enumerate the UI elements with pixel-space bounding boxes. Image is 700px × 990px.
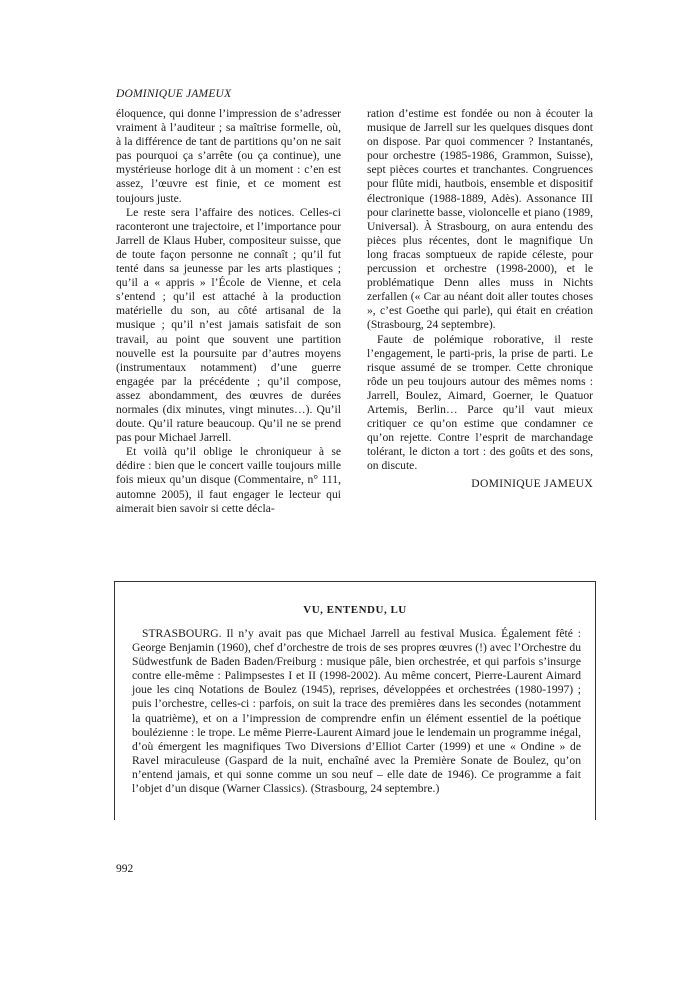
sidebar-box	[114, 581, 596, 820]
article-column-left	[116, 107, 341, 516]
sidebar-text: STRASBOURG. Il n’y avait pas que Michael Jarrell au festival Musica. Également fêté : George Benjamin (1960), chef d’orchestre de trois de ses propres œuvres (!) avec l’Orchestre du Südwestfunk de Baden Baden/Freiburg : musique pâle, bien orchestrée, et qui parfois s’insurge contre elle-même : Palimpsestes I et II (1998-2002). Au même concert, Pierre-Laurent Aimard joue les cinq Notations de Boulez (1945), reprises, développées et orchestrées (1980-1997) ; puis l’orchestre, celles-ci : parfois, on suit la trace des premières dans les secondes (notamment la quatrième), et on a l’impression de comprendre enfin un élément essentiel de la poétique boulézienne : le trope. Le même Pierre-Laurent Aimard joue le lendemain un programme inégal, d’où émergent les magnifiques Two Diversions d’Elliot Carter (1999) et une « Ondine » de Ravel miraculeuse (Gaspard de la nuit, enchaîné avec la Première Sonate de Boulez, qu’on n’entend jamais, et qui sonne comme un sou neuf – elle date de 1946). Ce programme a fait l’objet d’un disque (Warner Classics). (Strasbourg, 24 septembre.)	[132, 627, 581, 796]
article-paragraph: Faute de polémique roborative, il reste l’engagement, le parti-pris, la prise de parti. Le risque assumé de se tromper. Cette chronique rôde un peu toujours autour des mêmes noms : Jarrell, Boulez, Aimard, Goerner, le Quatuor Artemis, Berlin… Parce qu’il vaut mieux critiquer ce qu’on estime que condamner ce qu’on rejette. Contre l’esprit de marchandage tolérant, le dicton a tort : des goûts et des sons, on discute.	[367, 332, 593, 473]
running-head: DOMINIQUE JAMEUX	[116, 88, 232, 100]
article-paragraph: ration d’estime est fondée ou non à écouter la musique de Jarrell sur les quelques disques dont on dispose. Par quoi commencer ? Instantanés, pour orchestre (1985-1986, Grammon, Suisse), sept pièces courtes et tranchantes. Congruences pour flûte midi, hautbois, ensemble et dispositif électronique (1988-1889, Adès). Assonance III pour clarinette basse, violoncelle et piano (1989, Universal). À Strasbourg, on aura entendu des pièces plus récentes, dont le magnifique Un long fracas somptueux de rapide céleste, pour percussion et orchestre (1998-2000), et le problématique Denn alles muss in Nichts zerfallen (« Car au néant doit aller toutes choses », c’est Goethe qui parle), qui était en création (Strasbourg, 24 septembre).	[367, 107, 593, 332]
author-signature: DOMINIQUE JAMEUX	[471, 477, 593, 491]
article-paragraph: éloquence, qui donne l’impression de s’adresser vraiment à l’auditeur ; sa maîtrise formelle, où, à la différence de tant de partitions qu’on ne sait pas pourquoi ça s’arrête (ou ça continue), une mystérieuse horloge dit à un moment : c’en est assez, l’œuvre est finie, et ce moment est toujours juste.	[116, 107, 341, 205]
article-column-right	[367, 107, 593, 492]
article-paragraph: Et voilà qu’il oblige le chroniqueur à se dédire : bien que le concert vaille toujours mille fois mieux qu’un disque (Commentaire, n° 111, automne 2005), il faut engager le lecteur qui aimerait bien savoir si cette décla-	[116, 445, 341, 515]
page-number: 992	[116, 863, 134, 875]
sidebar-title: VU, ENTENDU, LU	[303, 604, 407, 616]
article-paragraph: Le reste sera l’affaire des notices. Celles-ci raconteront une trajectoire, et l’importance pour Jarrell de Klaus Huber, compositeur suisse, que de toute façon personne ne connaît ; qu’il fut tenté dans sa jeunesse par les arts plastiques ; qu’il a « appris » l’École de Vienne, et cela s’entend ; qu’il est attaché à la production matérielle du son, au côté artisanal de la musique ; qu’il n’est jamais satisfait de son travail, au point que souvent une partition nouvelle est la poursuite par d’autres moyens (instrumentaux notamment) d’une guerre engagée par la précédente ; qu’il compose, assez abondamment, des œuvres de durées normales (dix minutes, vingt minutes…). Qu’il doute. Qu’il rature beaucoup. Qu’il ne se prend pas pour Michael Jarrell.	[116, 205, 341, 445]
